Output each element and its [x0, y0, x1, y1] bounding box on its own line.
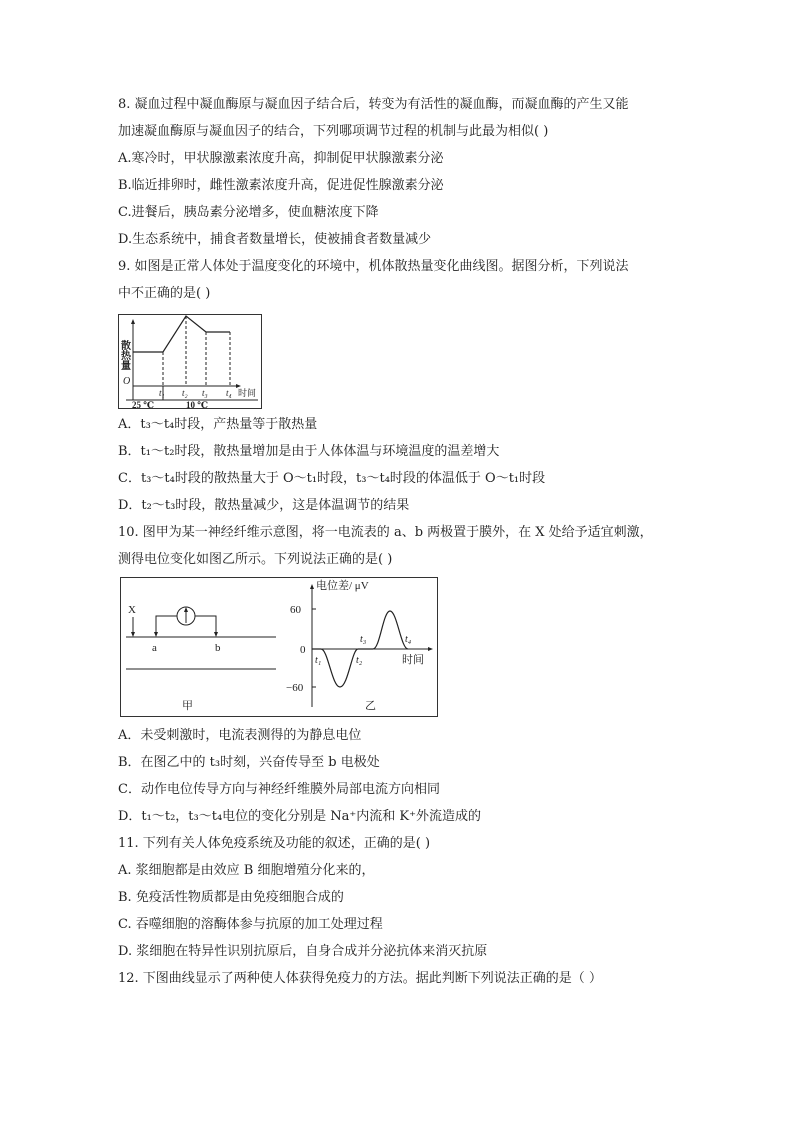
q8-stem-line2: 加速凝血酶原与凝血因子的结合，下列哪项调节过程的机制与此最为相似( ) [118, 124, 549, 139]
q10-nerve-fiber-figure [118, 577, 440, 719]
q9-t2: t₂ [182, 388, 188, 398]
q9-temp-10: 10 ℃ [186, 400, 209, 410]
q11-option-b: B. 免疫活性物质都是由免疫细胞合成的 [118, 890, 344, 905]
q10-graph-x-arrow [428, 647, 433, 651]
q10-graph-t2: t₂ [356, 655, 363, 666]
q10-figure-border [121, 578, 438, 717]
q11-option-d: D. 浆细胞在特异性识别抗原后，自身合成并分泌抗体来消灭抗原 [118, 944, 488, 959]
q9-option-b: B．t₁～t₂时段，散热量增加是由于人体体温与环境温度的温差增大 [118, 444, 500, 459]
q10-wire-a [156, 616, 177, 635]
q10-wire-b [195, 616, 216, 635]
q9-xlabel: 时间 [238, 388, 257, 398]
q10-option-b: B．在图乙中的 t₃时刻，兴奋传导至 b 电极处 [118, 755, 380, 770]
q8-option-c: C.进餐后，胰岛素分泌增多，使血糖浓度下降 [118, 205, 379, 220]
q8-option-a: A.寒冷时，甲状腺激素浓度升高，抑制促甲状腺激素分泌 [118, 151, 444, 166]
q11-option-c: C. 吞噬细胞的溶酶体参与抗原的加工处理过程 [118, 917, 383, 932]
q10-graph-t3: t₃ [360, 634, 367, 645]
q9-curve [133, 316, 230, 352]
q9-temp-25: 25 ℃ [132, 400, 155, 410]
q9-heat-dissipation-figure [118, 314, 264, 410]
q11-option-a: A. 浆细胞都是由效应 B 细胞增殖分化来的， [118, 863, 375, 878]
q10-tick-label-0: 0 [300, 644, 306, 656]
q10-x-label: X [128, 604, 136, 616]
q10-stem-line2: 测得电位变化如图乙所示。下列说法正确的是( ) [118, 552, 393, 567]
q10-graph-xlabel: 时间 [402, 654, 424, 666]
q10-option-a: A．未受刺激时，电流表测得的为静息电位 [118, 728, 362, 743]
q10-stem-line1: 10. 图甲为某一神经纤维示意图，将一电流表的 a、b 两极置于膜外，在 X 处给予适宜刺激， [118, 525, 653, 540]
q10-graph-t1: t₁ [315, 655, 322, 666]
q9-t3: t₃ [202, 388, 208, 398]
q10-graph-ylabel: 电位差/ μV [316, 580, 369, 592]
q10-tick-label-60: 60 [290, 604, 301, 616]
q10-electrode-b [214, 632, 218, 637]
q10-jia-caption: 甲 [182, 700, 193, 712]
q9-option-a: A．t₃～t₄时段，产热量等于散热量 [118, 417, 318, 432]
q9-stem-line2: 中不正确的是( ) [118, 286, 211, 301]
q10-graph-y-arrow [310, 584, 314, 589]
q9-y-arrow [131, 319, 135, 324]
q10-option-d: D．t₁～t₂，t₃～t₄电位的变化分别是 Na⁺内流和 K⁺外流造成的 [118, 809, 481, 824]
q8-option-b: B.临近排卵时，雌性激素浓度升高，促进促性腺激素分泌 [118, 178, 444, 193]
q9-stem-line1: 9. 如图是正常人体处于温度变化的环境中，机体散热量变化曲线图。据图分析，下列说法 [118, 259, 629, 274]
q9-t1: t₁ [159, 388, 165, 398]
q9-ylabel: 散热量 [118, 340, 130, 370]
q10-option-c: C．动作电位传导方向与神经纤维膜外局部电流方向相同 [118, 782, 440, 797]
q10-electrode-a [154, 632, 158, 637]
q10-stimulus-arrowhead [131, 632, 135, 637]
q9-origin: O [123, 376, 131, 387]
q8-option-d: D.生态系统中，捕食者数量增长，使被捕食者数量减少 [118, 232, 432, 247]
q10-yi-caption: 乙 [365, 700, 376, 712]
q8-stem-line1: 8. 凝血过程中凝血酶原与凝血因子结合后，转变为有活性的凝血酶，而凝血酶的产生又能 [118, 97, 629, 112]
q9-option-c: C．t₃～t₄时段的散热量大于 O～t₁时段，t₃～t₄时段的体温低于 O～t₁时段 [118, 471, 546, 486]
q10-graph-t4: t₄ [405, 634, 412, 645]
q10-a-label: a [152, 642, 157, 654]
q12-stem: 12. 下图曲线显示了两种使人体获得免疫力的方法。据此判断下列说法正确的是（ ） [118, 971, 602, 986]
q10-tick-label-neg60: −60 [286, 682, 304, 694]
q9-option-d: D．t₂～t₃时段，散热量减少，这是体温调节的结果 [118, 498, 410, 513]
q10-b-label: b [215, 642, 221, 654]
q9-t4: t₄ [226, 388, 232, 398]
q11-stem: 11. 下列有关人体免疫系统及功能的叙述，正确的是( ) [118, 836, 431, 851]
